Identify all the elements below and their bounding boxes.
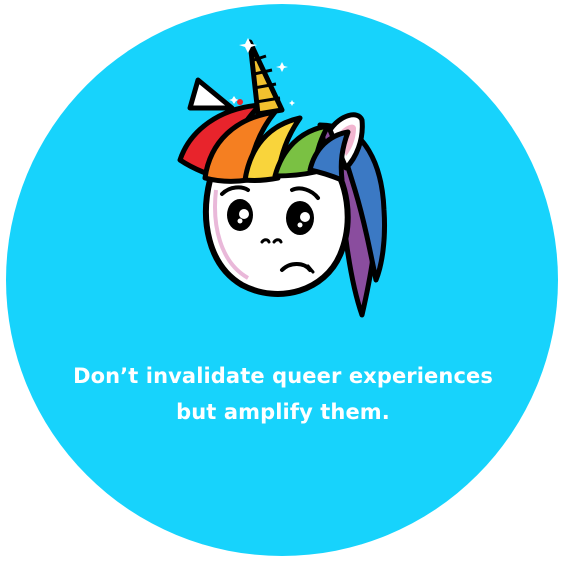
caption-line-2: but amplify them. xyxy=(176,400,390,424)
caption-line-1: Don’t invalidate queer experiences xyxy=(73,364,493,388)
sad-unicorn-icon xyxy=(150,30,420,330)
caption xyxy=(40,358,526,430)
